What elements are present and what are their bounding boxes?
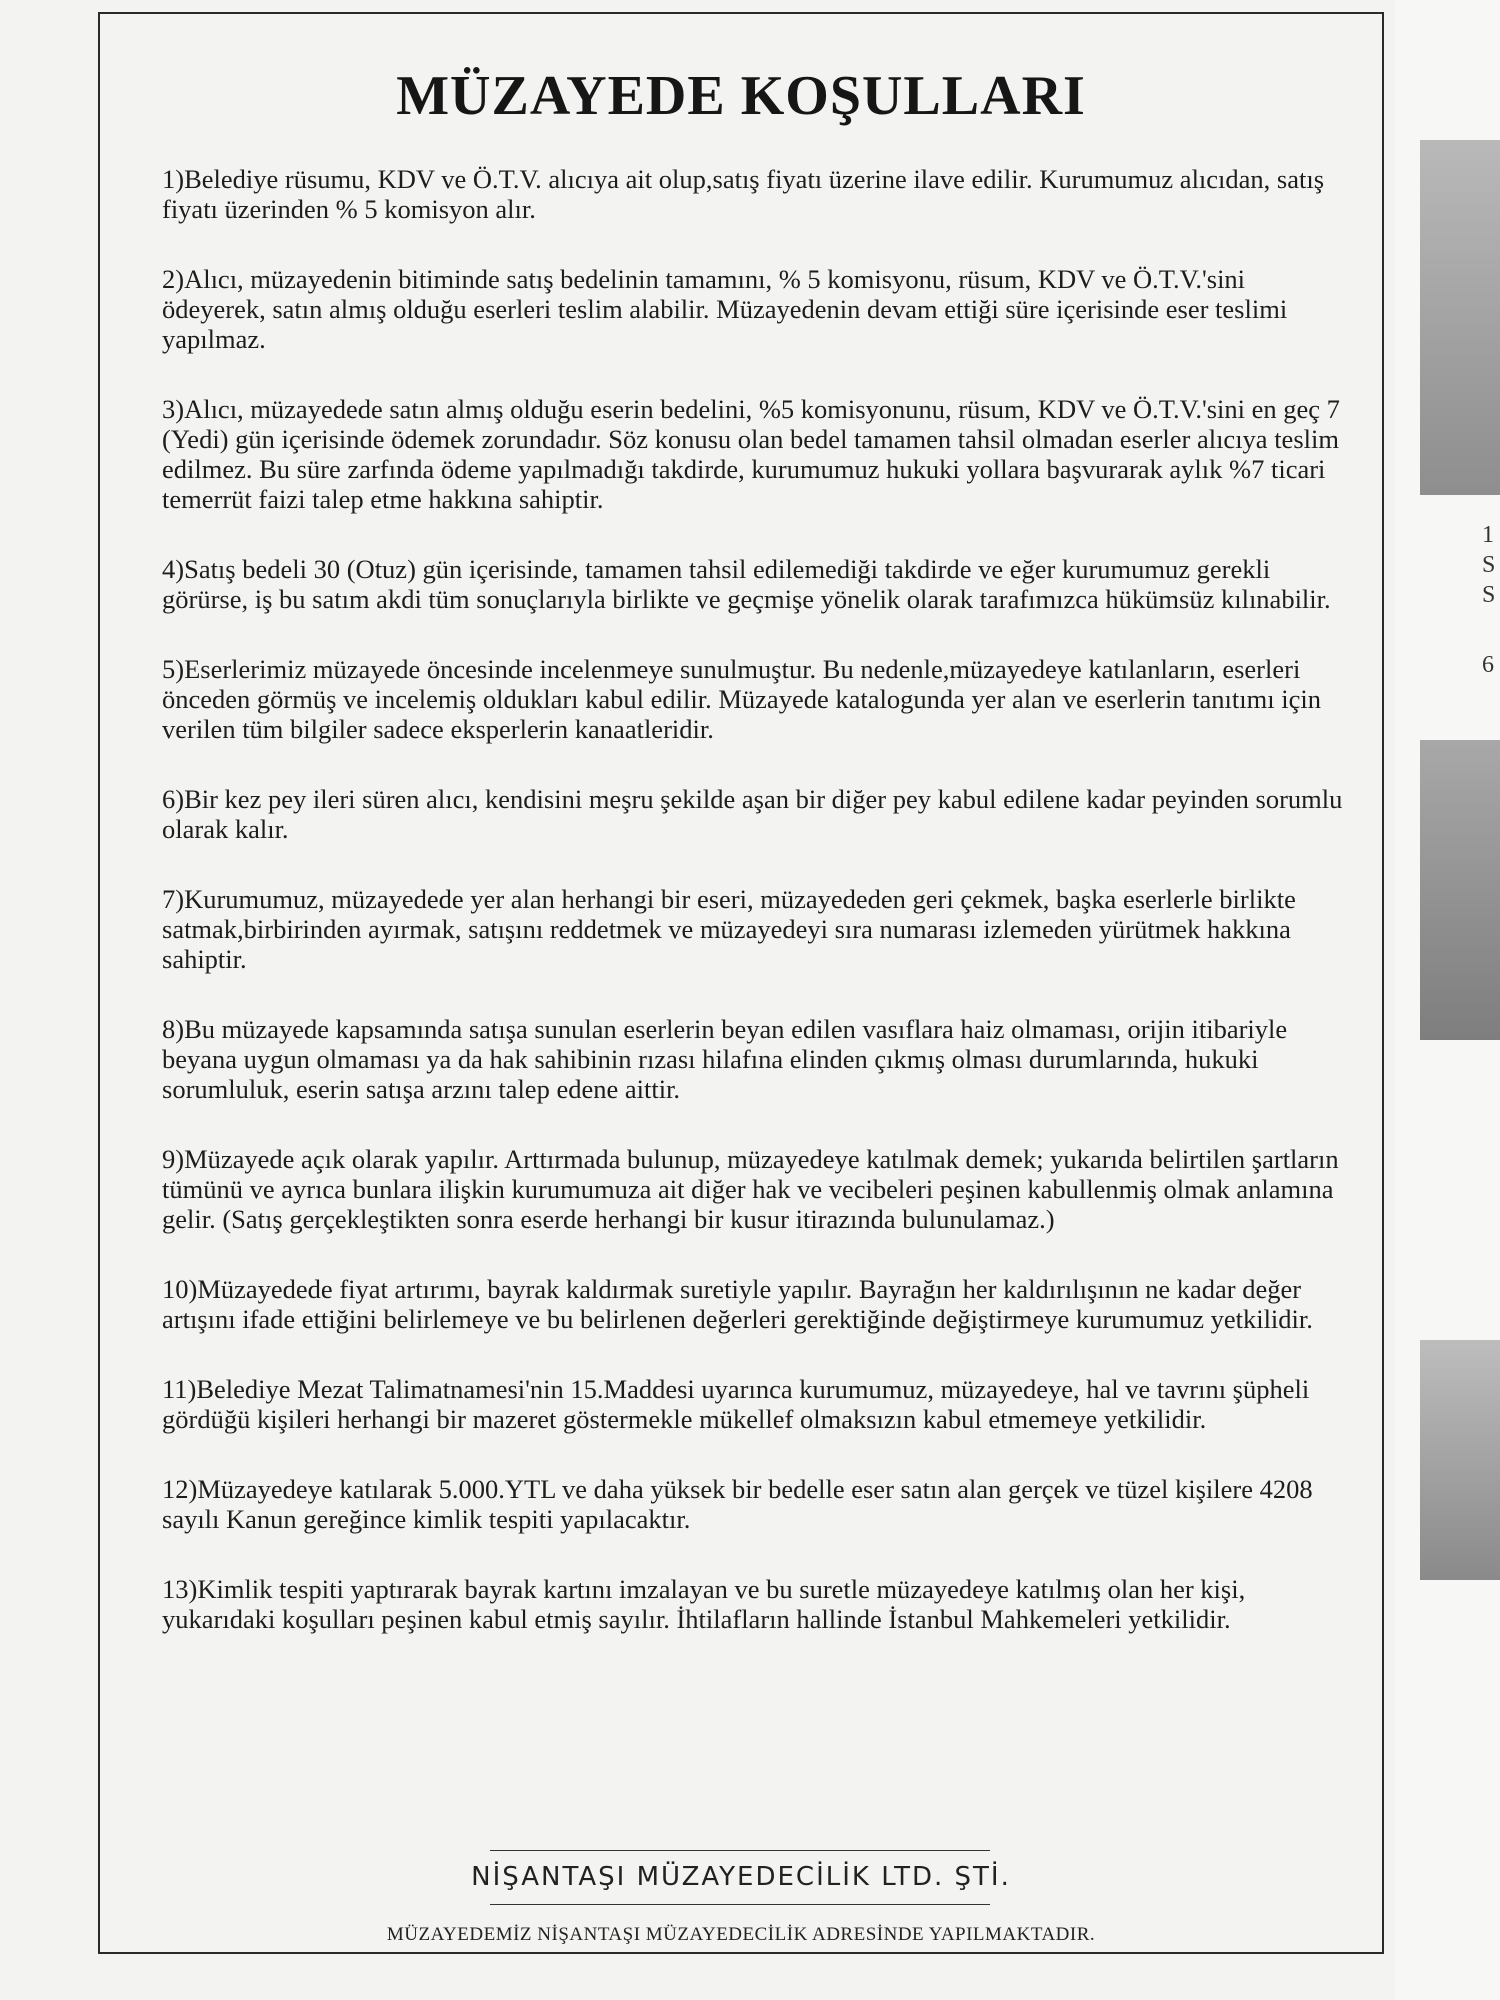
condition-clause-8: 8)Bu müzayede kapsamında satışa sunulan eserlerin beyan edilen vasıflara haiz olmaması, orijin itibariyle beyana uygun olmaması ya da hak sahibinin rızası hilafına elinden çıkmış olması durumlarında, hukuki sorumluluk, eserin satışa arzını talep edene aittir. <box>162 1014 1288 1104</box>
page-title: MÜZAYEDE KOŞULLARI <box>396 65 1086 127</box>
condition-clause-6: 6)Bir kez pey ileri süren alıcı, kendisini meşru şekilde aşan bir diğer pey kabul edilene kadar peyinden sorumlu olarak kalır. <box>162 784 1343 844</box>
company-name: NİŞANTAŞI MÜZAYEDECİLİK LTD. ŞTİ. <box>471 1862 1011 1892</box>
page-border-frame <box>98 12 1384 1954</box>
condition-clause-1: 1)Belediye rüsumu, KDV ve Ö.T.V. alıcıya ait olup,satış fiyatı üzerine ilave edilir. Kurumumuz alıcıdan, satış fiyatı üzerinden % 5 komisyon alır. <box>162 164 1325 224</box>
adjacent-fragment: S <box>1482 582 1496 608</box>
condition-clause-7: 7)Kurumumuz, müzayedede yer alan herhangi bir eseri, müzayededen geri çekmek, başka eserlerle birlikte satmak,birbirinden ayırmak, satışını reddetmek ve müzayedeyi sıra numarası izlemeden yürütmek hakkına sahiptir. <box>162 884 1296 974</box>
condition-clause-3: 3)Alıcı, müzayedede satın almış olduğu eserin bedelini, %5 komisyonunu, rüsum, KDV ve Ö.T.V.'sini en geç 7 (Yedi) gün içerisinde ödemek zorundadır. Söz konusu olan bedel tamamen tahsil olmadan eserler alıcıya teslim edilmez. Bu süre zarfında ödeme yapılmadığı takdirde, kurumumuz hukuki yollara başvurarak aylık %7 ticari temerrüt faizi talep etme hakkına sahiptir. <box>162 394 1340 514</box>
adjacent-photo-1 <box>1420 140 1500 495</box>
condition-clause-4: 4)Satış bedeli 30 (Otuz) gün içerisinde, tamamen tahsil edilemediği takdirde ve eğer kurumumuz gerekli görürse, iş bu satım akdi tüm sonuçlarıyla birlikte ve geçmişe yönelik olarak tarafımızca hükümsüz kılınabilir. <box>162 554 1331 614</box>
company-bottom-rule <box>490 1904 990 1905</box>
condition-clause-12: 12)Müzayedeye katılarak 5.000.YTL ve daha yüksek bir bedelle eser satın alan gerçek ve tüzel kişilere 4208 sayılı Kanun gereğince kimlik tespiti yapılacaktır. <box>162 1474 1313 1534</box>
condition-clause-5: 5)Eserlerimiz müzayede öncesinde incelenmeye sunulmuştur. Bu nedenle,müzayedeye katılanların, eserleri önceden görmüş ve incelemiş oldukları kabul edilir. Müzayede katalogunda yer alan ve eserlerin tanıtımı için verilen tüm bilgiler sadece eksperlerin kanaatleridir. <box>162 654 1321 744</box>
condition-clause-2: 2)Alıcı, müzayedenin bitiminde satış bedelinin tamamını, % 5 komisyonu, rüsum, KDV ve Ö.T.V.'sini ödeyerek, satın almış olduğu eserleri teslim alabilir. Müzayedenin devam ettiği süre içerisinde eser teslimi yapılmaz. <box>162 264 1288 354</box>
condition-clause-9: 9)Müzayede açık olarak yapılır. Arttırmada bulunup, müzayedeye katılmak demek; yukarıda belirtilen şartların tümünü ve ayrıca bunlara ilişkin kurumumuza ait diğer hak ve vecibeleri peşinen kabullenmiş olmak anlamına gelir. (Satış gerçekleştikten sonra eserde herhangi bir kusur itirazında bulunulamaz.) <box>162 1144 1339 1234</box>
adjacent-fragment: 6 <box>1482 652 1494 678</box>
condition-clause-10: 10)Müzayedede fiyat artırımı, bayrak kaldırmak suretiyle yapılır. Bayrağın her kaldırılışının ne kadar değer artışını ifade ettiğini belirlemeye ve bu belirlenen değerleri gerektiğinde değiştirmeye kurumumuz yetkilidir. <box>162 1274 1313 1334</box>
adjacent-photo-3 <box>1420 1340 1500 1580</box>
adjacent-fragment: S <box>1482 552 1496 578</box>
conditions-list <box>162 164 1352 1674</box>
footer-note: MÜZAYEDEMİZ NİŞANTAŞI MÜZAYEDECİLİK ADRESİNDE YAPILMAKTADIR. <box>386 1924 1096 1945</box>
company-top-rule <box>490 1850 990 1851</box>
condition-clause-11: 11)Belediye Mezat Talimatnamesi'nin 15.Maddesi uyarınca kurumumuz, müzayedeye, hal ve tavrını şüpheli gördüğü kişileri herhangi bir mazeret göstermekle mükellef olmaksızın kabul etmemeye yetkilidir. <box>162 1374 1310 1434</box>
adjacent-page-text <box>1482 520 1495 680</box>
adjacent-photo-2 <box>1420 740 1500 1040</box>
adjacent-fragment: 1 <box>1482 522 1494 548</box>
condition-clause-13: 13)Kimlik tespiti yaptırarak bayrak kartını imzalayan ve bu suretle müzayedeye katılmış olan her kişi, yukarıdaki koşulları peşinen kabul etmiş sayılır. İhtilafların hallinde İstanbul Mahkemeleri yetkilidir. <box>162 1574 1246 1634</box>
